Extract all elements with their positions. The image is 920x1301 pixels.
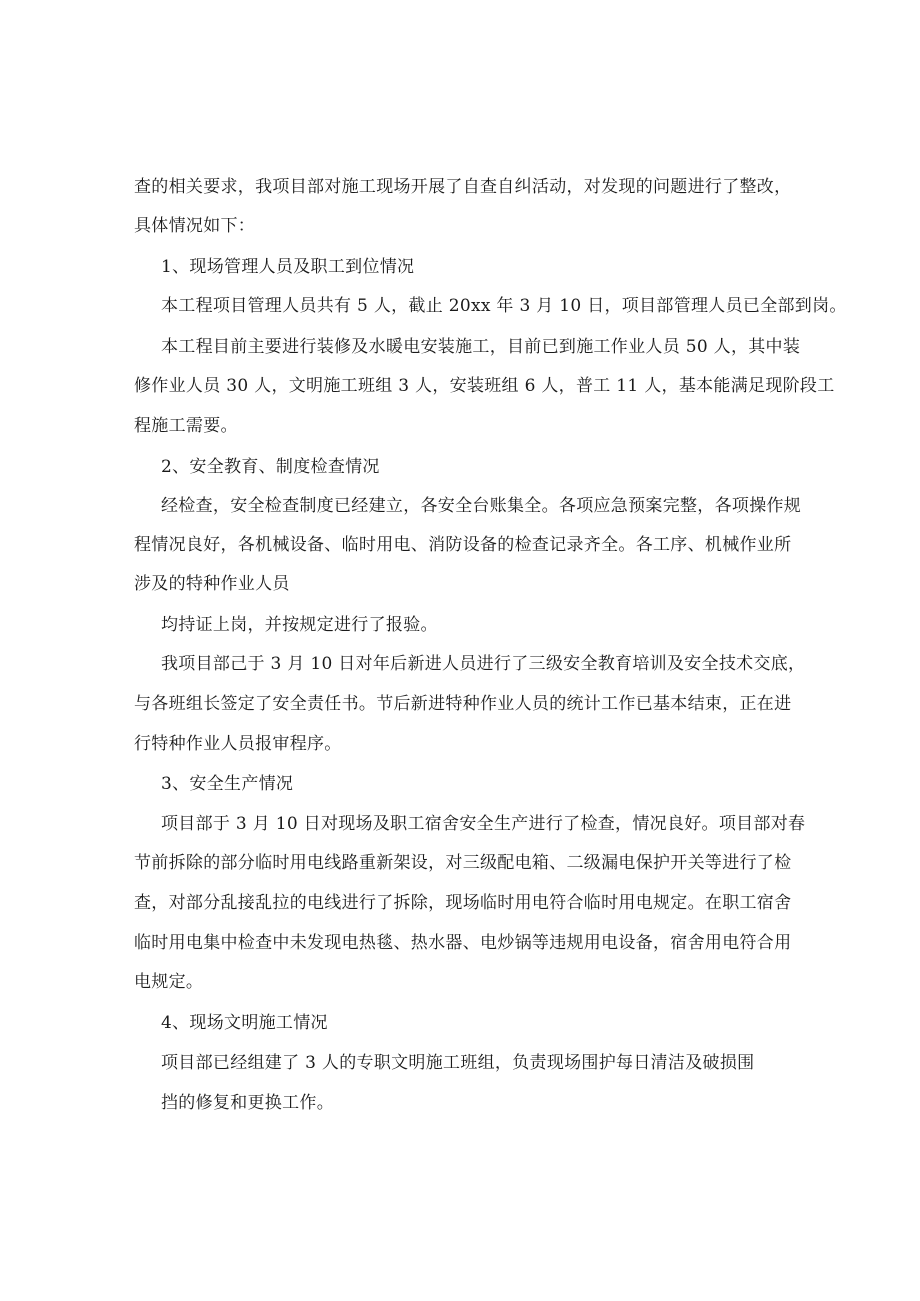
section-heading: 1、现场管理人员及职工到位情况 [161,257,415,277]
body-line: 程施工需要。 [134,416,238,436]
body-line: 涉及的特种作业人员 [134,574,290,594]
body-line: 电规定。 [134,972,204,992]
body-line: 挡的修复和更换工作。 [161,1093,334,1113]
body-line: 本工程项目管理人员共有 5 人，截止 20xx 年 3 月 10 日，项目部管理人员已全部到岗。 [161,296,847,316]
body-line: 项目部于 3 月 10 日对现场及职工宿舍安全生产进行了检查，情况良好。项目部对春 [161,814,806,834]
body-line: 查，对部分乱接乱拉的电线进行了拆除，现场临时用电符合临时用电规定。在职工宿舍 [134,893,792,913]
body-line: 程情况良好，各机械设备、临时用电、消防设备的检查记录齐全。各工序、机械作业所 [134,535,792,555]
section-heading: 2、安全教育、制度检查情况 [161,457,380,477]
body-line: 与各班组长签定了安全责任书。节后新进特种作业人员的统计工作已基本结束，正在进 [134,694,792,714]
section-heading: 3、安全生产情况 [161,774,294,794]
body-line: 均持证上岗，并按规定进行了报验。 [161,615,438,635]
body-line: 临时用电集中检查中未发现电热毯、热水器、电炒锅等违规用电设备，宿舍用电符合用 [134,933,792,953]
body-line: 我项目部己于 3 月 10 日对年后新进人员进行了三级安全教育培训及安全技术交底， [161,654,806,674]
body-line: 行特种作业人员报审程序。 [134,734,342,754]
body-line: 具体情况如下： [134,216,256,236]
body-line: 本工程目前主要进行装修及水暖电安装施工，目前已到施工作业人员 50 人，其中装 [161,337,801,357]
body-line: 查的相关要求，我项目部对施工现场开展了自查自纠活动，对发现的问题进行了整改， [134,177,792,197]
body-line: 项目部已经组建了 3 人的专职文明施工班组，负责现场围护每日清洁及破损围 [161,1053,755,1073]
body-line: 修作业人员 30 人，文明施工班组 3 人，安装班组 6 人，普工 11 人，基本能满足现阶段工 [134,376,835,396]
body-line: 节前拆除的部分临时用电线路重新架设，对三级配电箱、二级漏电保护开关等进行了检 [134,853,792,873]
body-line: 经检查，安全检查制度已经建立，各安全台账集全。各项应急预案完整，各项操作规 [161,496,802,516]
section-heading: 4、现场文明施工情况 [161,1013,328,1033]
